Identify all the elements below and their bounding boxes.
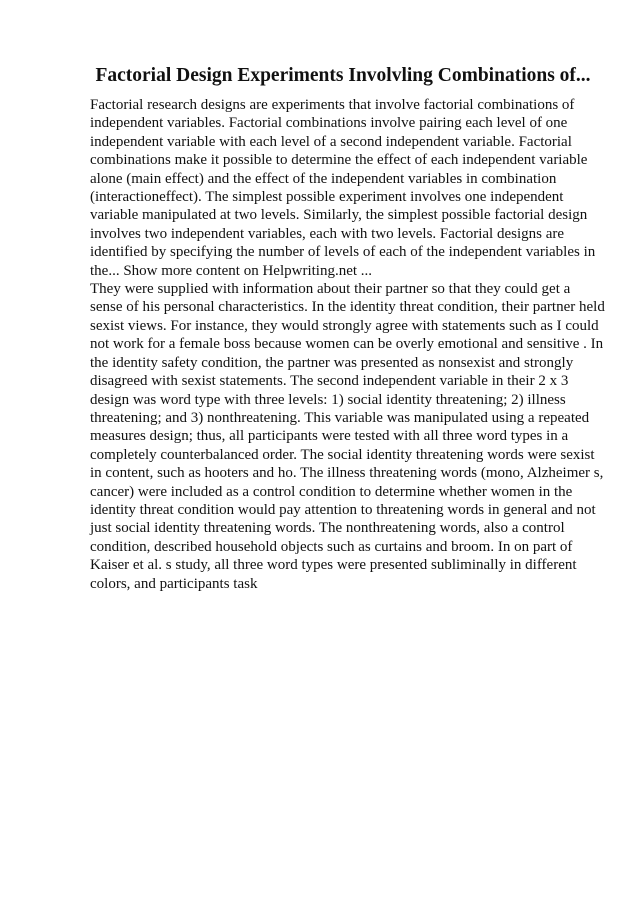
body-text-line: sense of his personal characteristics. In the identity threat condition, their partner held xyxy=(90,299,605,316)
body-text-line: independent variable with each level of a second independent variable. Factorial xyxy=(90,133,572,150)
document-body xyxy=(90,96,610,593)
body-text-line: They were supplied with information about their partner so that they could get a xyxy=(90,281,571,298)
body-text-line: disagreed with sexist statements. The second independent variable in their 2 x 3 xyxy=(90,373,569,390)
body-text-line: variable manipulated at two levels. Similarly, the simplest possible factorial design xyxy=(90,207,588,224)
body-text-line: not work for a female boss because women can be overly emotional and sensitive . In xyxy=(90,336,604,353)
body-text-line: involves two independent variables, each with two levels. Factorial designs are xyxy=(90,225,565,242)
body-text-line: threatening; and 3) nonthreatening. This variable was manipulated using a repeated xyxy=(90,409,590,426)
body-text-line: condition, described household objects such as curtains and broom. In on part of xyxy=(90,538,573,555)
body-text-line: the... Show more content on Helpwriting.net ... xyxy=(90,262,373,279)
body-text-line: Kaiser et al. s study, all three word types were presented subliminally in different xyxy=(90,557,577,574)
body-text-line: design was word type with three levels: 1) social identity threatening; 2) illness xyxy=(90,391,566,408)
body-text-line: identity threat condition would pay attention to threatening words in general and not xyxy=(90,501,596,518)
body-text-line: sexist views. For instance, they would strongly agree with statements such as I could xyxy=(90,317,599,334)
body-text-line: measures design; thus, all participants were tested with all three word types in a xyxy=(90,428,569,445)
body-text-line: in content, such as hooters and ho. The illness threatening words (mono, Alzheimer s, xyxy=(90,465,604,482)
body-text-line: just social identity threatening words. The nonthreatening words, also a control xyxy=(90,520,565,537)
body-text-line: colors, and participants task xyxy=(90,575,258,592)
body-text-line: (interactioneffect). The simplest possible experiment involves one independent xyxy=(90,189,564,206)
body-text-line: the identity safety condition, the partner was presented as nonsexist and strongly xyxy=(90,354,574,371)
body-text-line: Factorial research designs are experiments that involve factorial combinations of xyxy=(90,97,575,113)
body-text-line: alone (main effect) and the effect of the independent variables in combination xyxy=(90,170,557,187)
body-text-line: cancer) were included as a control condition to determine whether women in the xyxy=(90,483,573,500)
body-text-line: independent variables. Factorial combinations involve pairing each level of one xyxy=(90,115,568,132)
document-title: Factorial Design Experiments Involvling Combinations of... xyxy=(95,65,591,86)
body-text-line: completely counterbalanced order. The social identity threatening words were sexist xyxy=(90,446,595,463)
body-text-line: combinations make it possible to determine the effect of each independent variable xyxy=(90,152,588,169)
body-text-line: identified by specifying the number of levels of each of the independent variables in xyxy=(90,244,596,261)
